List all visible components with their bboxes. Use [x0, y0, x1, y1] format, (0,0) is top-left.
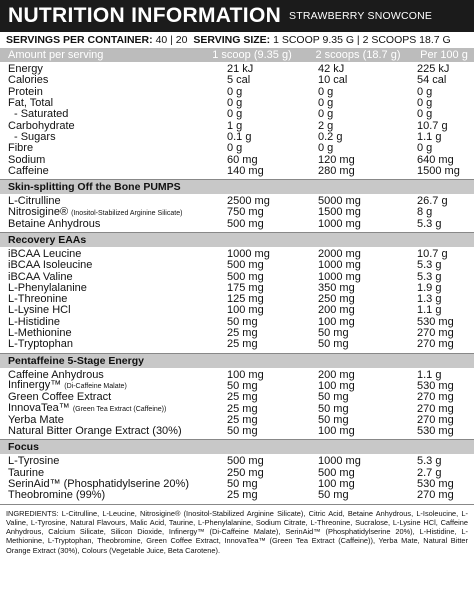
value-2-scoops: 0 g — [318, 108, 334, 121]
value-1-scoop: 50 mg — [227, 425, 258, 438]
section-rows — [0, 247, 474, 353]
value-per-100g: 270 mg — [417, 391, 454, 404]
value-2-scoops: 5000 mg — [318, 195, 361, 208]
nutrient-name — [0, 260, 202, 271]
nutrient-name — [0, 490, 202, 501]
column-header-per-100g: Per 100 g — [420, 49, 468, 61]
nutrient-name — [0, 207, 202, 219]
value-2-scoops: 2000 mg — [318, 248, 361, 260]
value-per-100g: 1.1 g — [417, 130, 442, 143]
value-per-100g: 5.3 g — [417, 270, 442, 283]
nutrient-name-text: Caffeine Anhydrous — [8, 369, 104, 381]
nutrient-name — [0, 426, 202, 437]
panel-header — [0, 0, 474, 32]
nutrient-name — [0, 121, 202, 132]
value-2-scoops: 50 mg — [318, 402, 349, 415]
nutrient-name-text: L-Tyrosine — [8, 456, 60, 468]
value-1-scoop: 0 g — [227, 108, 243, 121]
nutrient-name — [0, 196, 202, 207]
value-1-scoop: 25 mg — [227, 489, 258, 502]
value-2-scoops: 100 mg — [318, 478, 355, 491]
value-per-100g: 1.9 g — [417, 281, 442, 294]
value-2-scoops: 0.2 g — [318, 130, 343, 143]
value-per-100g: 8 g — [417, 206, 433, 219]
value-per-100g: 270 mg — [417, 327, 454, 340]
active-ingredient-sections — [0, 179, 474, 504]
value-1-scoop: 500 mg — [227, 270, 264, 283]
table-row — [0, 426, 474, 437]
table-row — [0, 154, 474, 165]
nutrient-name — [0, 166, 202, 177]
value-2-scoops: 2 g — [318, 119, 334, 132]
nutrient-name — [0, 468, 202, 479]
value-per-100g: 530 mg — [417, 315, 454, 328]
table-row — [0, 75, 474, 86]
value-1-scoop: 0 g — [227, 85, 243, 98]
value-1-scoop: 5 cal — [227, 74, 251, 87]
value-per-100g: 225 kJ — [417, 63, 450, 76]
nutrient-name-text: Betaine Anhydrous — [8, 218, 101, 230]
value-2-scoops: 10 cal — [318, 74, 348, 87]
flavour-label: STRAWBERRY SNOWCONE — [289, 10, 433, 22]
nutrient-name-text: Natural Bitter Orange Extract (30%) — [8, 426, 182, 438]
section-rows — [0, 454, 474, 503]
value-per-100g: 2.7 g — [417, 466, 442, 479]
nutrient-name — [0, 75, 202, 86]
nutrient-name-text: InnovaTea™ — [8, 403, 70, 415]
serving-size-value: 1 SCOOP 9.35 G | 2 SCOOPS 18.7 G — [273, 34, 451, 46]
nutrient-name — [0, 143, 202, 154]
value-per-100g: 530 mg — [417, 478, 454, 491]
value-per-100g: 270 mg — [417, 402, 454, 415]
value-1-scoop: 500 mg — [227, 259, 264, 272]
value-1-scoop: 50 mg — [227, 379, 258, 392]
value-2-scoops: 100 mg — [318, 315, 355, 328]
value-2-scoops: 50 mg — [318, 489, 349, 502]
table-row — [0, 143, 474, 154]
nutrient-name — [0, 109, 202, 120]
nutrient-name-text: Green Coffee Extract — [8, 392, 112, 404]
nutrient-name — [0, 456, 202, 467]
value-1-scoop: 250 mg — [227, 466, 264, 479]
nutrient-name — [0, 328, 202, 339]
section-rows — [0, 194, 474, 232]
nutrient-name — [0, 392, 202, 403]
nutrient-name-text: L-Histidine — [8, 316, 60, 328]
value-per-100g: 1500 mg — [417, 164, 460, 177]
nutrient-name — [0, 155, 202, 166]
table-row — [0, 305, 474, 316]
section-title: Skin-splitting Off the Bone PUMPS — [0, 180, 474, 194]
nutrient-name-text: iBCAA Leucine — [8, 249, 82, 260]
table-row — [0, 260, 474, 271]
value-per-100g: 1.1 g — [417, 368, 442, 381]
value-1-scoop: 0 g — [227, 142, 243, 155]
value-1-scoop: 25 mg — [227, 391, 258, 404]
value-per-100g: 1.1 g — [417, 304, 442, 317]
value-2-scoops: 350 mg — [318, 281, 355, 294]
nutrient-name — [0, 380, 202, 392]
value-2-scoops: 200 mg — [318, 304, 355, 317]
value-2-scoops: 50 mg — [318, 391, 349, 404]
value-per-100g: 5.3 g — [417, 259, 442, 272]
nutrient-name — [0, 283, 202, 294]
value-2-scoops: 100 mg — [318, 425, 355, 438]
value-per-100g: 530 mg — [417, 425, 454, 438]
value-per-100g: 530 mg — [417, 379, 454, 392]
nutrient-name-text: Caffeine — [8, 165, 49, 177]
value-1-scoop: 50 mg — [227, 315, 258, 328]
table-row — [0, 490, 474, 501]
table-row — [0, 219, 474, 230]
nutrient-name-text: Sodium — [8, 154, 46, 166]
value-2-scoops: 50 mg — [318, 413, 349, 426]
value-per-100g: 5.3 g — [417, 455, 442, 468]
value-1-scoop: 100 mg — [227, 304, 264, 317]
value-2-scoops: 0 g — [318, 142, 334, 155]
nutrient-name — [0, 64, 202, 75]
value-per-100g: 0 g — [417, 142, 433, 155]
nutrient-name-text: SerinAid™ (Phosphatidylserine 20%) — [8, 479, 189, 491]
column-header-1-scoop: 1 scoop (9.35 g) — [212, 49, 292, 61]
nutrient-name-text: L-Methionine — [8, 328, 72, 340]
nutrient-name — [0, 479, 202, 490]
nutrient-name — [0, 294, 202, 305]
value-2-scoops: 0 g — [318, 85, 334, 98]
value-per-100g: 1.3 g — [417, 293, 442, 306]
nutrient-name-text: L-Tryptophan — [8, 339, 74, 351]
nutrient-name — [0, 415, 202, 426]
value-2-scoops: 50 mg — [318, 327, 349, 340]
table-row — [0, 109, 474, 120]
value-1-scoop: 1 g — [227, 119, 243, 132]
value-1-scoop: 25 mg — [227, 413, 258, 426]
table-row — [0, 166, 474, 177]
table-row — [0, 456, 474, 467]
value-1-scoop: 60 mg — [227, 153, 258, 166]
nutrient-name-text: L-Threonine — [8, 294, 68, 306]
value-2-scoops: 0 g — [318, 97, 334, 110]
serving-size-label: SERVING SIZE: — [193, 34, 271, 46]
value-per-100g: 0 g — [417, 108, 433, 121]
section-rows — [0, 368, 474, 440]
value-1-scoop: 50 mg — [227, 478, 258, 491]
table-row — [0, 339, 474, 350]
value-per-100g: 270 mg — [417, 413, 454, 426]
value-2-scoops: 1000 mg — [318, 217, 361, 230]
column-header-amount: Amount per serving — [8, 49, 104, 61]
value-1-scoop: 25 mg — [227, 402, 258, 415]
value-1-scoop: 1000 mg — [227, 248, 270, 260]
nutrient-name — [0, 98, 202, 109]
nutrient-note: (Di-Caffeine Malate) — [64, 383, 127, 391]
column-header-2-scoops: 2 scoops (18.7 g) — [315, 49, 401, 61]
nutrient-name — [0, 249, 202, 260]
section-title: Focus — [0, 440, 474, 454]
column-header-row — [0, 48, 474, 62]
nutrient-name — [0, 317, 202, 328]
servings-per-container-value: 40 | 20 — [155, 34, 188, 46]
nutrient-name — [0, 219, 202, 230]
value-1-scoop: 500 mg — [227, 217, 264, 230]
value-2-scoops: 1000 mg — [318, 259, 361, 272]
nutrient-name-text: Fat, Total — [8, 98, 54, 110]
value-2-scoops: 120 mg — [318, 153, 355, 166]
table-row — [0, 392, 474, 403]
value-1-scoop: 140 mg — [227, 164, 264, 177]
value-1-scoop: 25 mg — [227, 327, 258, 340]
value-1-scoop: 750 mg — [227, 206, 264, 219]
nutrient-name-text: L-Citrulline — [8, 196, 61, 208]
nutrient-name — [0, 87, 202, 98]
nutrient-name — [0, 272, 202, 283]
nutrient-name-text: Taurine — [8, 467, 45, 479]
nutrient-note: (Inositol-Stabilized Arginine Silicate) — [71, 209, 183, 217]
panel-title: NUTRITION INFORMATION — [8, 4, 282, 27]
nutrient-name-text: Carbohydrate — [8, 120, 75, 132]
section-title: Recovery EAAs — [0, 233, 474, 247]
value-2-scoops: 1500 mg — [318, 206, 361, 219]
value-1-scoop: 2500 mg — [227, 195, 270, 208]
servings-line — [0, 32, 474, 48]
nutrient-name — [0, 403, 202, 415]
nutrient-name-text: Protein — [8, 86, 43, 98]
value-1-scoop: 500 mg — [227, 455, 264, 468]
nutrient-name-text: L-Lysine HCl — [8, 305, 71, 317]
value-per-100g: 54 cal — [417, 74, 447, 87]
table-row — [0, 207, 474, 218]
value-2-scoops: 42 kJ — [318, 63, 345, 76]
nutrient-name — [0, 339, 202, 350]
value-1-scoop: 100 mg — [227, 368, 264, 381]
nutrient-name-text: Theobromine (99%) — [8, 490, 106, 502]
nutrient-name-text: Yerba Mate — [8, 414, 64, 426]
value-2-scoops: 280 mg — [318, 164, 355, 177]
value-2-scoops: 100 mg — [318, 379, 355, 392]
value-2-scoops: 250 mg — [318, 293, 355, 306]
nutrient-name-text: Fibre — [8, 143, 34, 155]
value-per-100g: 0 g — [417, 97, 433, 110]
nutrient-name-text: Nitrosigine® — [8, 206, 69, 218]
value-1-scoop: 25 mg — [227, 338, 258, 351]
ingredients-text: INGREDIENTS: L-Citrulline, L-Leucine, Nitrosigine® (Inositol-Stabilized Arginine Silicate), Citric Acid, Betaine Anhydrous, L-Isoleucine, L-Valine, L-Tyrosine, Natural Flavours, Malic Acid, Taurine, L-Phenylalanine, Sodium Citrate, L-Threonine, Sucralose, L-Lysine HCl, Caffeine Anhydrous, Calcium Silicate, Silicon Dioxide, Infinergy™ (Di-Caffeine Malate), SerinAid™ (Phosphatidylserine 20%), L-Histidine, L-Methionine, L-Tryptophan, Theobromine, Green Coffee Extract, InnovaTea™ (Green Tea Extract (Caffeine)), Yerba Mate, Natural Bitter Orange Extract (30%), Colours (Vegetable Juice, Beta Carotene). — [6, 508, 468, 555]
nutrient-name — [0, 370, 202, 381]
nutrition-table — [0, 62, 474, 179]
nutrient-name-text: Energy — [8, 64, 43, 76]
nutrient-name — [0, 305, 202, 316]
nutrient-name-text: Infinergy™ — [8, 380, 62, 392]
value-1-scoop: 125 mg — [227, 293, 264, 306]
nutrient-note: (Green Tea Extract (Caffeine)) — [72, 406, 167, 414]
nutrient-name — [0, 132, 202, 143]
value-2-scoops: 1000 mg — [318, 455, 361, 468]
nutrient-name-text: Calories — [8, 75, 49, 87]
nutrient-name-text: - Sugars — [14, 131, 56, 143]
nutrient-name-text: iBCAA Isoleucine — [8, 260, 93, 272]
section-title: Pentaffeine 5-Stage Energy — [0, 354, 474, 368]
value-2-scoops: 200 mg — [318, 368, 355, 381]
value-per-100g: 640 mg — [417, 153, 454, 166]
value-per-100g: 270 mg — [417, 489, 454, 502]
value-1-scoop: 0 g — [227, 97, 243, 110]
value-per-100g: 0 g — [417, 85, 433, 98]
nutrient-name-text: L-Phenylalanine — [8, 282, 87, 294]
nutrient-name-text: iBCAA Valine — [8, 271, 73, 283]
nutrient-name-text: - Saturated — [14, 109, 69, 121]
value-per-100g: 270 mg — [417, 338, 454, 351]
value-2-scoops: 50 mg — [318, 338, 349, 351]
value-per-100g: 26.7 g — [417, 195, 448, 208]
value-per-100g: 10.7 g — [417, 119, 448, 132]
value-2-scoops: 500 mg — [318, 466, 355, 479]
value-1-scoop: 0.1 g — [227, 130, 252, 143]
value-per-100g: 10.7 g — [417, 248, 448, 260]
value-1-scoop: 175 mg — [227, 281, 264, 294]
value-1-scoop: 21 kJ — [227, 63, 254, 76]
value-2-scoops: 1000 mg — [318, 270, 361, 283]
value-per-100g: 5.3 g — [417, 217, 442, 230]
servings-per-container-label: SERVINGS PER CONTAINER: — [6, 34, 153, 46]
